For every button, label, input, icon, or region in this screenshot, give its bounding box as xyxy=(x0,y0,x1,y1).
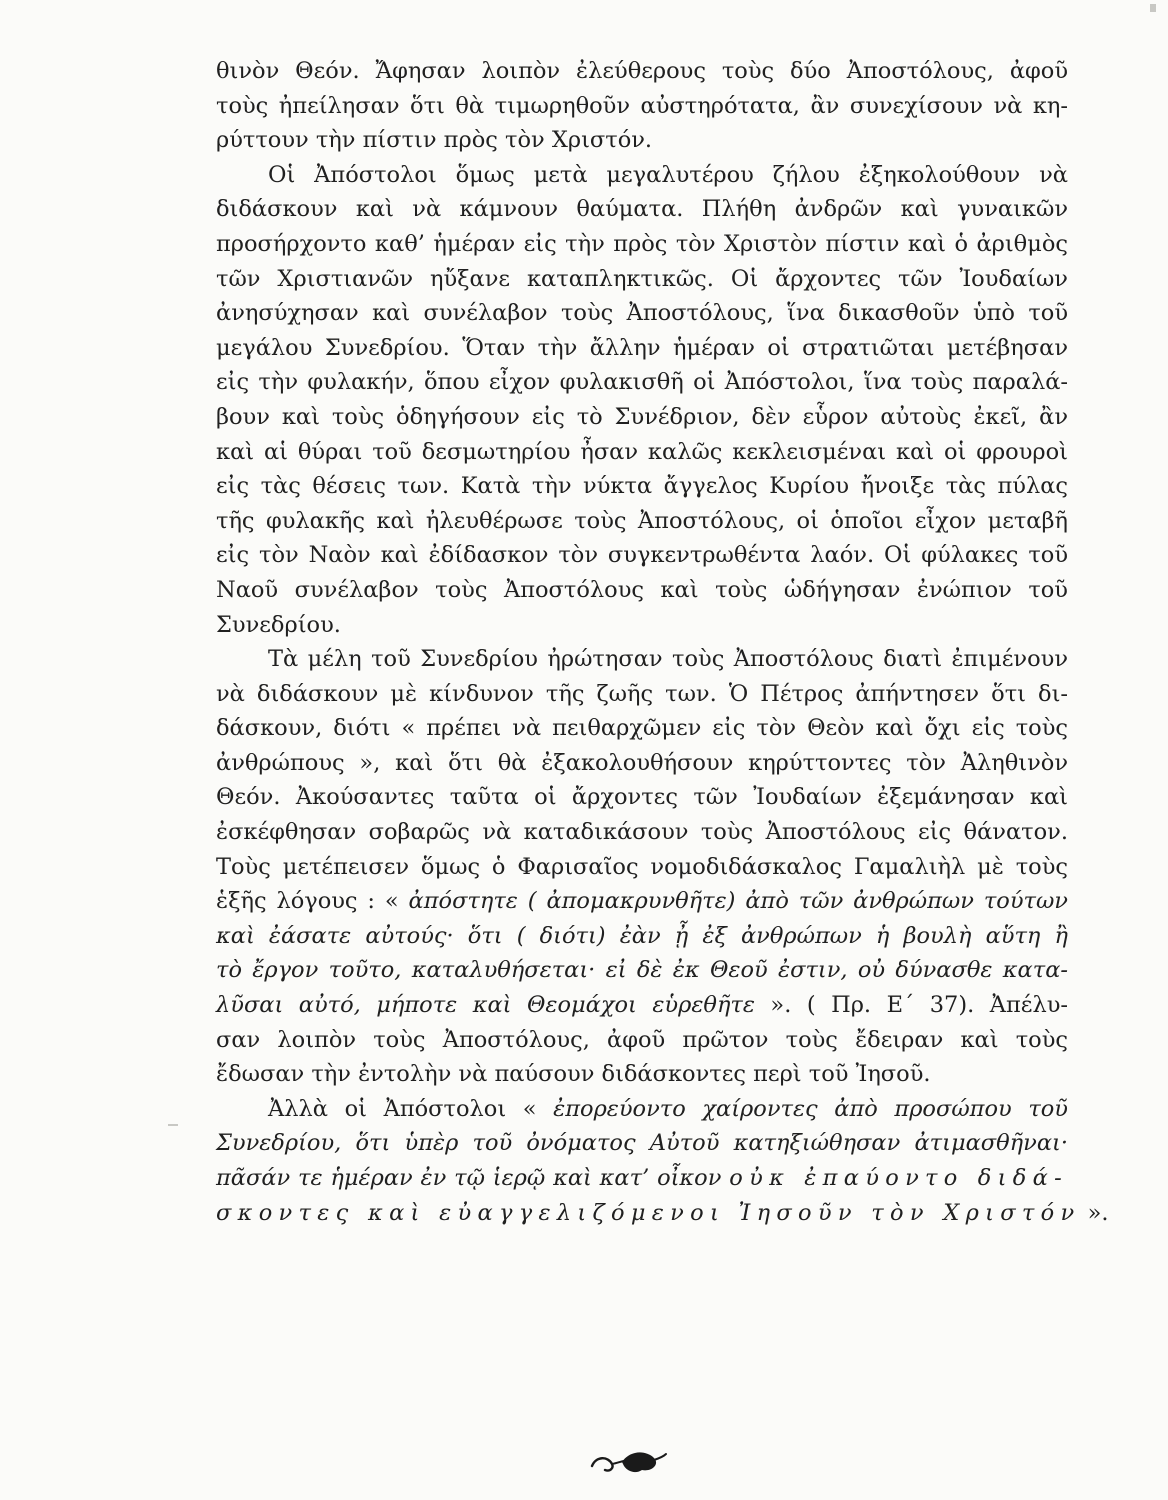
quote-line xyxy=(216,884,1068,919)
spaced-emphasis: οὐκ ἐπαύοντο διδά- xyxy=(729,1165,1068,1191)
spaced-emphasis: σκοντες καὶ εὐαγγελιζόμενοι Ἰησοῦν τὸν Χριστόν xyxy=(216,1199,1081,1226)
text-line: προσήρχοντο καθ’ ἡμέραν εἰς τὴν πρὸς τὸν Χριστὸν πίστιν καὶ ὁ ἀριθμὸς xyxy=(216,230,1068,257)
text-line: μεγάλου Συνεδρίου. Ὅταν τὴν ἄλλην ἡμέραν οἱ στρατιῶται μετέβησαν xyxy=(216,334,1068,361)
text-line: τοὺς ἠπείλησαν ὅτι θὰ τιμωρηθοῦν αὐστηρότατα, ἂν συνεχίσουν νὰ κη- xyxy=(216,92,1068,119)
quote-intro: Ἀλλὰ οἱ Ἀπόστολοι « xyxy=(268,1095,554,1122)
text-line: δάσκουν, διότι « πρέπει νὰ πειθαρχῶμεν εἰς τὸν Θεὸν καὶ ὄχι εἰς τοὺς xyxy=(216,715,1068,742)
page-text xyxy=(216,54,1109,1230)
text-line: ἔδωσαν τὴν ἐντολὴν νὰ παύσουν διδάσκοντες περὶ τοῦ Ἰησοῦ. xyxy=(216,1061,931,1088)
quote-text: πᾶσάν τε ἡμέραν ἐν τῷ ἱερῷ καὶ κατ’ οἶκον xyxy=(216,1165,730,1191)
text-line: εἰς τὰς θέσεις των. Κατὰ τὴν νύκτα ἄγγελος Κυρίου ἤνοιξε τὰς πύλας xyxy=(216,473,1068,500)
quote-line: καὶ ἐάσατε αὐτούς· ὅτι ( διότι) ἐὰν ᾖ ἐξ ἀνθρώπων ἡ βουλὴ αὕτη ἢ xyxy=(216,922,1068,949)
hedera-leaf-ornament-icon xyxy=(588,1448,668,1478)
quote-line xyxy=(216,1092,1068,1127)
text-line: Τὰ μέλη τοῦ Συνεδρίου ἠρώτησαν τοὺς Ἀποστόλους διατὶ ἐπιμένουν xyxy=(268,646,1068,673)
text-line: θινὸν Θεόν. Ἄφησαν λοιπὸν ἐλεύθερους τοὺς δύο Ἀποστόλους, ἀφοῦ xyxy=(216,58,1068,84)
quote-text: ἀπόστητε ( ἀπομακρυνθῆτε) ἀπὸ τῶν ἀνθρώπων τούτων xyxy=(408,888,1068,915)
quote-line xyxy=(216,988,1068,1023)
citation: ». ( Πρ. Ε΄ 37). Ἀπέλυ- xyxy=(754,992,1068,1019)
text-line: σαν λοιπὸν τοὺς Ἀποστόλους, ἀφοῦ πρῶτον τοὺς ἔδειραν καὶ τοὺς xyxy=(216,1026,1068,1053)
scan-speck xyxy=(168,1124,178,1126)
quote-line xyxy=(216,1161,1068,1196)
text-line: Θεόν. Ἀκούσαντες ταῦτα οἱ ἄρχοντες τῶν Ἰουδαίων ἐξεμάνησαν καὶ xyxy=(216,784,1068,811)
quote-line: τὸ ἔργον τοῦτο, καταλυθήσεται· εἰ δὲ ἐκ Θεοῦ ἐστιν, οὐ δύνασθε κατα- xyxy=(216,957,1068,984)
text-line: νὰ διδάσκουν μὲ κίνδυνον τῆς ζωῆς των. Ὁ Πέτρος ἀπήντησεν ὅτι δι- xyxy=(216,680,1068,707)
quote-text: ἐπορεύοντο χαίροντες ἀπὸ προσώπου τοῦ xyxy=(553,1095,1068,1122)
text-line: εἰς τὸν Ναὸν καὶ ἐδίδασκον τὸν συγκεντρωθέντα λαόν. Οἱ φύλακες τοῦ xyxy=(216,542,1068,569)
text-line: τῆς φυλακῆς καὶ ἠλευθέρωσε τοὺς Ἀποστόλους, οἱ ὁποῖοι εἶχον μεταβῆ xyxy=(216,507,1068,534)
quote-text: λῦσαι αὐτό, μήποτε καὶ Θεομάχοι εὑρεθῆτε xyxy=(216,992,755,1019)
text-line: εἰς τὴν φυλακήν, ὅπου εἶχον φυλακισθῆ οἱ Ἀπόστολοι, ἵνα τοὺς παραλά- xyxy=(216,369,1068,396)
quote-intro: ἑξῆς λόγους : « xyxy=(216,888,409,915)
text-line: καὶ αἱ θύραι τοῦ δεσμωτηρίου ἦσαν καλῶς κεκλεισμέναι καὶ οἱ φρουροὶ xyxy=(216,438,1068,465)
text-line: Οἱ Ἀπόστολοι ὅμως μετὰ μεγαλυτέρου ζήλου ἐξηκολούθουν νὰ xyxy=(268,161,1068,188)
text-line: Τοὺς μετέπεισεν ὅμως ὁ Φαρισαῖος νομοδιδάσκαλος Γαμαλιὴλ μὲ τοὺς xyxy=(216,853,1068,880)
scan-speck xyxy=(1150,4,1156,12)
quote-line xyxy=(216,1196,1109,1231)
text-line: τῶν Χριστιανῶν ηὔξανε καταπληκτικῶς. Οἱ ἄρχοντες τῶν Ἰουδαίων xyxy=(216,265,1068,292)
text-line: ρύττουν τὴν πίστιν πρὸς τὸν Χριστόν. xyxy=(216,127,653,154)
text-line: Ναοῦ συνέλαβον τοὺς Ἀποστόλους καὶ τοὺς ὡδήγησαν ἐνώπιον τοῦ xyxy=(216,576,1068,603)
text-line: ἀνθρώπους », καὶ ὅτι θὰ ἐξακολουθήσουν κηρύττοντες τὸν Ἀληθινὸν xyxy=(216,749,1068,776)
text-line: ἀνησύχησαν καὶ συνέλαβον τοὺς Ἀποστόλους, ἵνα δικασθοῦν ὑπὸ τοῦ xyxy=(216,300,1068,327)
text-line: ἐσκέφθησαν σοβαρῶς νὰ καταδικάσουν τοὺς Ἀποστόλους εἰς θάνατον. xyxy=(216,819,1068,846)
text-line: διδάσκουν καὶ νὰ κάμνουν θαύματα. Πλήθη ἀνδρῶν καὶ γυναικῶν xyxy=(216,196,1068,223)
quote-line: Συνεδρίου, ὅτι ὑπὲρ τοῦ ὀνόματος Αὐτοῦ κατηξιώθησαν ἀτιμασθῆναι· xyxy=(216,1130,1068,1157)
quote-close: ». xyxy=(1080,1199,1109,1226)
text-line: Συνεδρίου. xyxy=(216,611,341,638)
text-line: βουν καὶ τοὺς ὁδηγήσουν εἰς τὸ Συνέδριον, δὲν εὗρον αὐτοὺς ἐκεῖ, ἂν xyxy=(216,403,1068,430)
